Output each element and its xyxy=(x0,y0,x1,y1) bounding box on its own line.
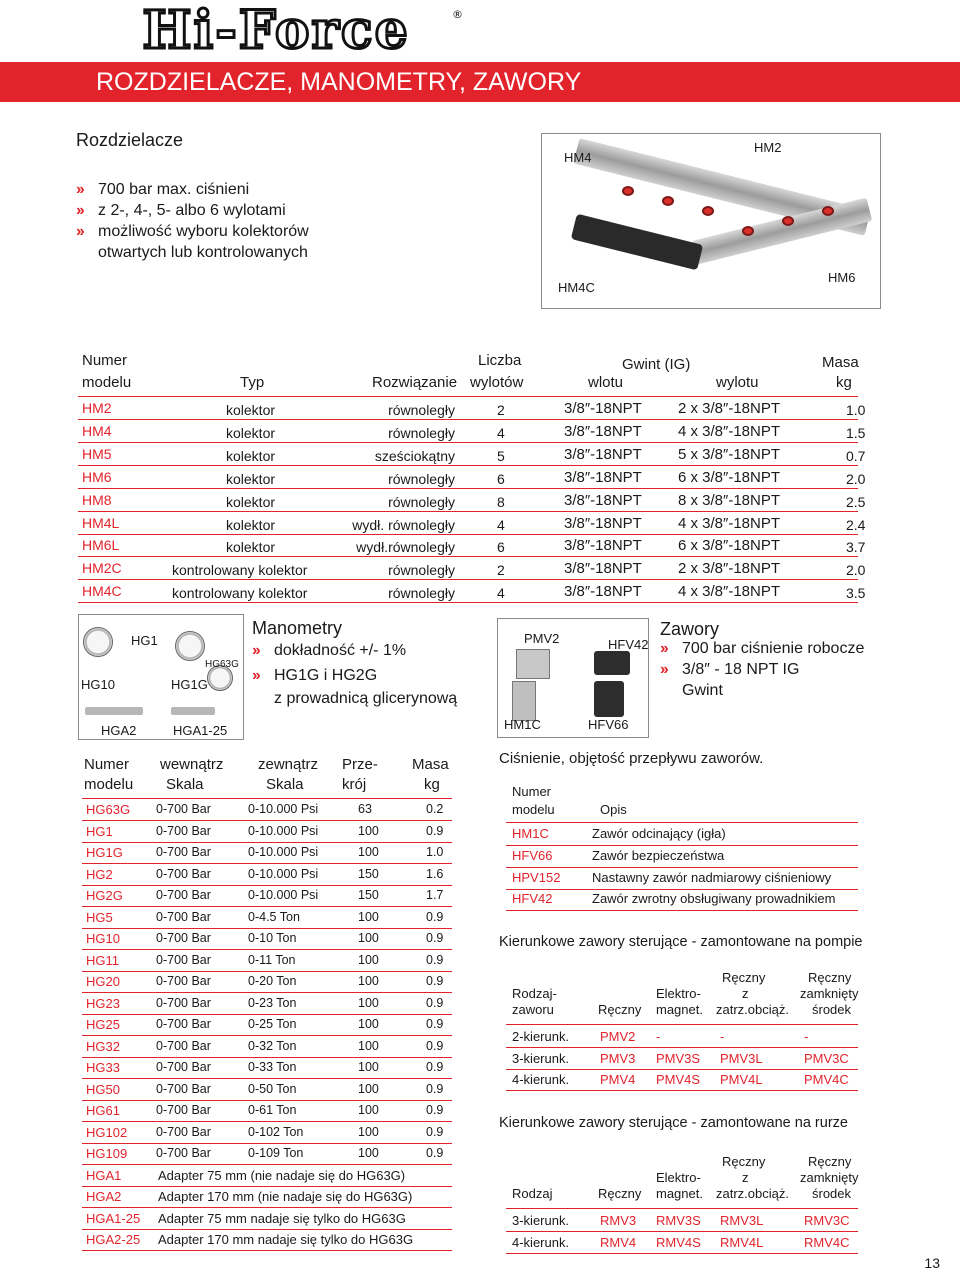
gauge-inner-scale: 0-700 Bar xyxy=(156,931,211,945)
gauge-outer-scale: 0-61 Ton xyxy=(248,1103,297,1117)
manifold-inlet: 3/8″-18NPT xyxy=(564,422,642,440)
gauge-mass: 0.9 xyxy=(426,931,444,945)
row-divider xyxy=(506,1253,858,1254)
manifold-mass: 3.5 xyxy=(846,585,866,602)
gauge-model: HG11 xyxy=(86,952,119,968)
gauge-section: 150 xyxy=(358,888,379,902)
manifold-solution: wydł.równoległy xyxy=(356,539,455,556)
gauge-section: 100 xyxy=(358,931,379,945)
photo-label-hm6: HM6 xyxy=(828,270,856,285)
valves-bullets: ›› 700 bar ciśnienie robocze ›› 3/8″ - 18 NPT IG Gwint xyxy=(660,640,865,699)
manifold-mass: 0.7 xyxy=(846,447,866,464)
gauge-section: 100 xyxy=(358,1124,379,1139)
page-title: ROZDZIELACZE, MANOMETRY, ZAWORY xyxy=(0,62,960,102)
gauge-model: HG20 xyxy=(86,974,120,989)
manifolds-bullets: ›› 700 bar max. ciśnieni ›› z 2-, 4-, 5- albo 6 wylotami ›› możliwość wyboru kolektorów otwartych lub kontrolowanych xyxy=(76,181,309,261)
row-divider xyxy=(82,1164,452,1165)
row-divider xyxy=(506,867,858,868)
gauge-mass: 1.0 xyxy=(426,845,444,859)
manifold-outlet: 4 x 3/8″-18NPT xyxy=(678,514,781,532)
row-divider xyxy=(82,928,452,929)
photo-label-hg63g: HG63G xyxy=(205,659,239,670)
gauge-model: HG2G xyxy=(86,888,123,903)
control-valve-manual: RMV4 xyxy=(600,1234,637,1250)
row-divider xyxy=(78,602,858,603)
gauge-inner-scale: 0-700 Bar xyxy=(156,1146,211,1160)
row-divider xyxy=(78,511,858,512)
control-valve-manual: PMV4 xyxy=(600,1072,636,1087)
gauge-mass: 0.9 xyxy=(426,995,444,1010)
gauge-outer-scale: 0-10.000 Psi xyxy=(248,845,319,859)
control-valve-manual-lock: - xyxy=(720,1029,725,1044)
gauge-inner-scale: 0-700 Bar xyxy=(156,823,211,838)
row-divider xyxy=(506,1047,858,1048)
photo-label-hfv42: HFV42 xyxy=(608,637,649,652)
manifold-solution: sześciokątny xyxy=(374,447,455,464)
control-valve-electro: PMV3S xyxy=(656,1050,701,1066)
gauge-model: HG2 xyxy=(86,866,113,882)
valve-description: Nastawny zawór nadmiarowy ciśnieniowy xyxy=(592,869,832,885)
gauge-model: HG10 xyxy=(86,931,120,946)
gauge-mass: 0.9 xyxy=(426,909,444,924)
control-valve-manual: RMV3 xyxy=(600,1213,637,1228)
gauge-inner-scale: 0-700 Bar xyxy=(156,888,211,902)
row-divider xyxy=(82,1100,452,1101)
hi-force-logo xyxy=(86,4,466,56)
photo-label-hg10: HG10 xyxy=(81,677,115,692)
row-divider xyxy=(82,949,452,950)
manifold-outlet: 6 x 3/8″-18NPT xyxy=(678,468,781,486)
gauge-inner-scale: 0-700 Bar xyxy=(156,995,211,1010)
gauge-model: HG61 xyxy=(86,1103,120,1118)
manifold-mass: 2.0 xyxy=(846,470,866,487)
gauge-model: HG25 xyxy=(86,1017,120,1032)
manifold-model: HM2 xyxy=(82,400,112,416)
photo-label-hfv66: HFV66 xyxy=(588,717,629,732)
gauge-mass: 0.9 xyxy=(426,952,444,967)
photo-label-hm1c: HM1C xyxy=(504,717,541,732)
gauge-section: 100 xyxy=(358,1060,379,1074)
manifold-solution: równoległy xyxy=(388,585,455,602)
svg-text:®: ® xyxy=(452,8,463,21)
valve-model: HFV66 xyxy=(512,847,553,863)
gauge-mass: 0.9 xyxy=(426,1146,444,1160)
manifold-count: 2 xyxy=(497,562,505,579)
row-divider xyxy=(82,971,452,972)
manifold-inlet: 3/8″-18NPT xyxy=(564,560,642,578)
gauge-model: HG1G xyxy=(86,845,123,860)
gauge-outer-scale: 0-20 Ton xyxy=(248,974,297,988)
valve-description: Zawór odcinający (igła) xyxy=(592,826,726,841)
row-divider xyxy=(506,1231,858,1232)
gauge-mass: 0.9 xyxy=(426,823,444,838)
gauge-outer-scale: 0-10.000 Psi xyxy=(248,888,319,902)
valve-model: HFV42 xyxy=(512,891,553,907)
adapter-model: HGA1 xyxy=(86,1167,122,1183)
row-divider xyxy=(78,419,858,420)
gauge-model: HG102 xyxy=(86,1124,128,1140)
adapter-model: HGA1-25 xyxy=(86,1210,141,1226)
manifold-type: kolektor xyxy=(226,402,276,418)
manifold-mass: 3.7 xyxy=(846,539,866,556)
row-divider xyxy=(82,820,452,821)
gauge-section: 100 xyxy=(358,909,379,924)
row-divider xyxy=(82,1035,452,1036)
manifold-count: 4 xyxy=(497,516,505,533)
gauge-outer-scale: 0-23 Ton xyxy=(248,995,297,1010)
gauge-outer-scale: 0-32 Ton xyxy=(248,1038,297,1053)
gauge-inner-scale: 0-700 Bar xyxy=(156,866,211,881)
gauge-inner-scale: 0-700 Bar xyxy=(156,802,211,816)
gauge-mass: 0.9 xyxy=(426,1103,444,1117)
gauge-inner-scale: 0-700 Bar xyxy=(156,1017,211,1031)
manifold-type: kolektor xyxy=(226,470,276,487)
flow-table-title: Ciśnienie, objętość przepływu zaworów. xyxy=(499,750,764,767)
gauge-outer-scale: 0-50 Ton xyxy=(248,1081,297,1096)
adapter-description: Adapter 75 mm nadaje się tylko do HG63G xyxy=(158,1210,406,1226)
control-valve-closed-center: RMV3C xyxy=(804,1213,850,1228)
gauge-section: 100 xyxy=(358,995,379,1010)
gauge-outer-scale: 0-10.000 Psi xyxy=(248,802,319,816)
gauge-inner-scale: 0-700 Bar xyxy=(156,974,211,988)
gauge-model: HG32 xyxy=(86,1038,120,1054)
row-divider xyxy=(82,1186,452,1187)
gauge-mass: 0.9 xyxy=(426,1038,444,1053)
pump-table-title: Kierunkowe zawory sterujące - zamontowane na pompie xyxy=(499,934,863,950)
gauge-model: HG1 xyxy=(86,823,113,839)
control-valve-kind: 2-kierunk. xyxy=(512,1029,570,1044)
manifold-count: 8 xyxy=(497,493,505,510)
manifold-model: HM4 xyxy=(82,422,112,439)
manifold-inlet: 3/8″-18NPT xyxy=(564,583,642,601)
manifold-outlet: 5 x 3/8″-18NPT xyxy=(678,445,781,463)
row-divider xyxy=(506,1069,858,1070)
gauge-model: HG63G xyxy=(86,802,131,817)
valve-model: HM1C xyxy=(512,826,549,841)
control-valve-closed-center: PMV4C xyxy=(804,1072,849,1087)
row-divider xyxy=(82,842,452,843)
photo-label-hm4c: HM4C xyxy=(558,280,595,295)
gauges-bullets: ›› dokładność +/- 1% ›› HG1G i HG2G z prowadnicą glicerynową xyxy=(252,642,458,707)
manifold-type: kontrolowany kolektor xyxy=(172,585,308,602)
gauge-mass: 0.9 xyxy=(426,1060,444,1074)
control-valve-manual-lock: PMV4L xyxy=(720,1072,763,1087)
gauge-model: HG33 xyxy=(86,1060,120,1075)
row-divider xyxy=(78,442,858,443)
gauge-mass: 0.9 xyxy=(426,1017,444,1031)
manifold-count: 6 xyxy=(497,470,505,487)
gauge-inner-scale: 0-700 Bar xyxy=(156,1038,211,1053)
control-valve-electro: RMV4S xyxy=(656,1234,701,1250)
control-valve-closed-center: RMV4C xyxy=(804,1234,850,1250)
row-divider xyxy=(506,1090,858,1091)
row-divider xyxy=(78,488,858,489)
page-number: 13 xyxy=(924,1255,940,1271)
gauge-inner-scale: 0-700 Bar xyxy=(156,1124,211,1139)
control-valve-kind: 3-kierunk. xyxy=(512,1213,570,1228)
gauge-mass: 1.6 xyxy=(426,866,444,881)
manifold-type: kolektor xyxy=(226,493,276,510)
photo-label-hga1-25: HGA1-25 xyxy=(173,723,228,738)
gauge-model: HG109 xyxy=(86,1146,128,1161)
control-valve-manual: PMV2 xyxy=(600,1029,636,1044)
row-divider xyxy=(506,845,858,846)
manifold-type: kolektor xyxy=(226,424,276,441)
manifolds-heading: Rozdzielacze xyxy=(76,130,184,150)
adapter-description: Adapter 75 mm (nie nadaje się do HG63G) xyxy=(158,1167,406,1183)
manifold-type: kolektor xyxy=(226,447,276,464)
manifold-solution: równoległy xyxy=(388,402,455,418)
gauge-outer-scale: 0-102 Ton xyxy=(248,1124,304,1139)
adapter-model: HGA2 xyxy=(86,1189,122,1204)
manifold-model: HM6 xyxy=(82,468,112,485)
control-valve-manual-lock: RMV4L xyxy=(720,1234,764,1250)
row-divider xyxy=(82,863,452,864)
control-valve-electro: - xyxy=(656,1029,661,1044)
manifold-outlet: 2 x 3/8″-18NPT xyxy=(678,400,781,417)
gauge-mass: 0.9 xyxy=(426,1124,444,1139)
gauge-inner-scale: 0-700 Bar xyxy=(156,1060,211,1074)
gauge-mass: 1.7 xyxy=(426,888,444,902)
manifold-inlet: 3/8″-18NPT xyxy=(564,514,642,532)
control-valve-manual-lock: PMV3L xyxy=(720,1050,763,1066)
manifold-count: 2 xyxy=(497,402,505,418)
manifold-model: HM4C xyxy=(82,583,122,600)
valves-heading: Zawory xyxy=(660,619,720,639)
valves-photo xyxy=(497,618,649,738)
gauge-outer-scale: 0-109 Ton xyxy=(248,1146,304,1160)
manifold-inlet: 3/8″-18NPT xyxy=(564,400,642,417)
manifold-model: HM4L xyxy=(82,514,120,531)
manifold-model: HM2C xyxy=(82,560,122,577)
manifold-solution: równoległy xyxy=(388,424,455,441)
control-valve-closed-center: - xyxy=(804,1029,809,1044)
photo-label-hga2: HGA2 xyxy=(101,723,137,738)
manifold-count: 6 xyxy=(497,539,505,556)
gauge-section: 63 xyxy=(358,802,372,816)
manifold-mass: 2.4 xyxy=(846,516,866,533)
row-divider xyxy=(82,906,452,907)
manifold-count: 4 xyxy=(497,585,505,602)
row-divider xyxy=(506,910,858,911)
manifold-count: 4 xyxy=(497,424,505,441)
row-divider xyxy=(78,534,858,535)
manifold-model: HM5 xyxy=(82,445,112,462)
pipe-table-title: Kierunkowe zawory sterujące - zamontowane na rurze xyxy=(499,1115,848,1131)
manifold-solution: równoległy xyxy=(388,470,455,487)
gauges-heading: Manometry xyxy=(252,618,343,638)
manifold-outlet: 8 x 3/8″-18NPT xyxy=(678,491,781,509)
row-divider xyxy=(82,1078,452,1079)
valve-description: Zawór bezpieczeństwa xyxy=(592,847,725,863)
gauge-outer-scale: 0-11 Ton xyxy=(248,952,296,967)
gauge-mass: 0.2 xyxy=(426,802,444,816)
gauge-model: HG5 xyxy=(86,909,113,925)
row-divider xyxy=(82,1250,452,1251)
row-divider xyxy=(82,992,452,993)
photo-label-hg1g: HG1G xyxy=(171,677,208,692)
gauge-outer-scale: 0-4.5 Ton xyxy=(248,909,300,924)
row-divider xyxy=(82,1014,452,1015)
gauge-mass: 0.9 xyxy=(426,1081,444,1096)
gauge-section: 100 xyxy=(358,974,379,988)
gauge-outer-scale: 0-33 Ton xyxy=(248,1060,297,1074)
gauge-section: 100 xyxy=(358,845,379,859)
row-divider xyxy=(82,885,452,886)
manifolds-photo xyxy=(541,133,881,309)
gauge-section: 100 xyxy=(358,1038,379,1053)
manifold-outlet: 6 x 3/8″-18NPT xyxy=(678,537,781,555)
gauges-photo xyxy=(78,614,244,740)
control-valve-closed-center: PMV3C xyxy=(804,1050,849,1066)
gauge-model: HG50 xyxy=(86,1081,120,1097)
manifold-inlet: 3/8″-18NPT xyxy=(564,491,642,509)
row-divider xyxy=(78,579,858,580)
manifold-solution: równoległy xyxy=(388,493,455,510)
photo-label-hm2: HM2 xyxy=(754,140,782,155)
adapter-description: Adapter 170 mm nadaje się tylko do HG63G xyxy=(158,1232,414,1247)
row-divider xyxy=(78,465,858,466)
gauge-section: 100 xyxy=(358,1103,379,1117)
manifold-inlet: 3/8″-18NPT xyxy=(564,537,642,555)
control-valve-electro: RMV3S xyxy=(656,1213,701,1228)
control-valve-electro: PMV4S xyxy=(656,1072,701,1087)
gauge-section: 100 xyxy=(358,1081,379,1096)
gauge-inner-scale: 0-700 Bar xyxy=(156,1081,211,1096)
control-valve-kind: 4-kierunk. xyxy=(512,1072,570,1087)
photo-label-pmv2: PMV2 xyxy=(524,631,560,646)
photo-label-hm4: HM4 xyxy=(564,150,592,165)
valve-description: Zawór zwrotny obsługiwany prowadnikiem xyxy=(592,891,836,907)
manifold-type: kontrolowany kolektor xyxy=(172,562,308,579)
row-divider xyxy=(82,1121,452,1122)
manifold-mass: 2.5 xyxy=(846,493,866,510)
gauge-inner-scale: 0-700 Bar xyxy=(156,952,211,967)
manifold-type: kolektor xyxy=(226,516,276,533)
control-valve-manual: PMV3 xyxy=(600,1050,636,1066)
manifold-mass: 1.5 xyxy=(846,424,866,441)
gauge-inner-scale: 0-700 Bar xyxy=(156,845,211,859)
row-divider xyxy=(82,1143,452,1144)
manifold-mass: 2.0 xyxy=(846,562,866,579)
gauge-mass: 0.9 xyxy=(426,974,444,988)
adapter-model: HGA2-25 xyxy=(86,1232,141,1247)
manifold-model: HM8 xyxy=(82,491,112,508)
manifold-mass: 1.0 xyxy=(846,402,866,418)
manifold-type: kolektor xyxy=(226,539,276,556)
brand-text: Hi-Force xyxy=(142,4,410,56)
gauge-inner-scale: 0-700 Bar xyxy=(156,909,211,924)
adapter-description: Adapter 170 mm (nie nadaje się do HG63G) xyxy=(158,1189,413,1204)
gauge-outer-scale: 0-10 Ton xyxy=(248,931,297,945)
gauge-outer-scale: 0-10.000 Psi xyxy=(248,866,319,881)
gauge-section: 100 xyxy=(358,952,379,967)
row-divider xyxy=(78,556,858,557)
gauge-model: HG23 xyxy=(86,995,120,1011)
manifold-model: HM6L xyxy=(82,537,120,554)
photo-label-hg1: HG1 xyxy=(131,633,158,648)
control-valve-kind: 4-kierunk. xyxy=(512,1234,570,1250)
row-divider xyxy=(82,1057,452,1058)
gauge-outer-scale: 0-10.000 Psi xyxy=(248,823,319,838)
gauge-section: 100 xyxy=(358,1146,379,1160)
valve-model: HPV152 xyxy=(512,869,561,885)
row-divider xyxy=(82,1229,452,1230)
control-valve-kind: 3-kierunk. xyxy=(512,1050,570,1066)
row-divider xyxy=(82,1207,452,1208)
manifold-inlet: 3/8″-18NPT xyxy=(564,445,642,463)
gauge-outer-scale: 0-25 Ton xyxy=(248,1017,297,1031)
row-divider xyxy=(506,889,858,890)
gauge-section: 100 xyxy=(358,823,379,838)
manifold-count: 5 xyxy=(497,447,505,464)
manifold-inlet: 3/8″-18NPT xyxy=(564,468,642,486)
gauge-inner-scale: 0-700 Bar xyxy=(156,1103,211,1117)
manifold-solution: równoległy xyxy=(388,562,455,579)
gauge-section: 150 xyxy=(358,866,379,881)
manifold-outlet: 4 x 3/8″-18NPT xyxy=(678,583,781,601)
control-valve-manual-lock: RMV3L xyxy=(720,1213,764,1228)
gauge-section: 100 xyxy=(358,1017,379,1031)
manifold-outlet: 4 x 3/8″-18NPT xyxy=(678,422,781,440)
manifold-outlet: 2 x 3/8″-18NPT xyxy=(678,560,781,578)
manifold-solution: wydł. równoległy xyxy=(352,516,455,533)
